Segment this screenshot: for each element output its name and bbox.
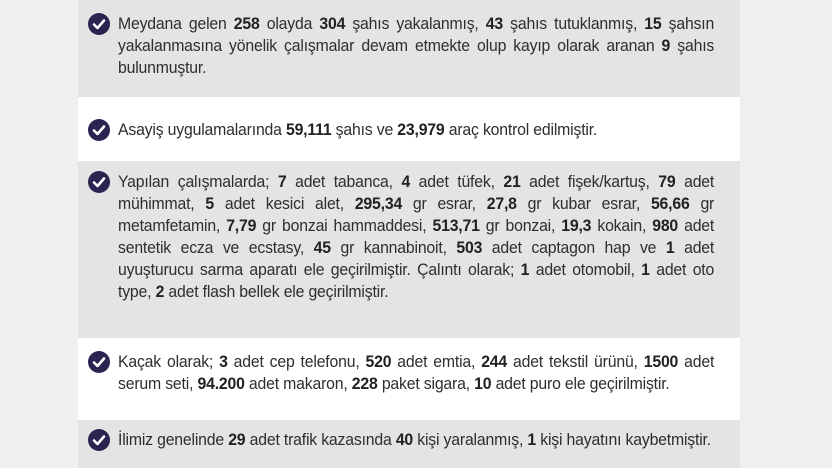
text-fragment: adet otomobil, bbox=[529, 260, 642, 279]
text-fragment: adet makaron, bbox=[244, 374, 352, 393]
report-item-text bbox=[118, 161, 714, 303]
count-value: 304 bbox=[319, 14, 346, 33]
text-fragment: adet uyuşturucu sarma aparatı ele geçirilmiştir. Çalıntı olarak; bbox=[118, 238, 715, 279]
count-value: 79 bbox=[658, 172, 676, 191]
count-value: 1500 bbox=[643, 352, 679, 371]
text-fragment: gr bonzai, bbox=[479, 216, 562, 235]
check-circle-icon bbox=[88, 429, 110, 451]
text-fragment: adet captagon hap ve bbox=[482, 238, 666, 257]
count-value: 27,8 bbox=[486, 194, 517, 213]
count-value: 43 bbox=[485, 14, 504, 33]
text-fragment: gr kubar esrar, bbox=[516, 194, 651, 213]
count-value: 295,34 bbox=[354, 194, 403, 213]
count-value: 40 bbox=[395, 430, 414, 449]
text-fragment: adet tabanca, bbox=[286, 172, 402, 191]
count-value: 15 bbox=[644, 14, 662, 33]
count-value: 4 bbox=[401, 172, 411, 191]
text-fragment: şahıs bulunmuştur. bbox=[118, 36, 715, 77]
count-value: 56,66 bbox=[650, 194, 690, 213]
count-value: 513,71 bbox=[432, 216, 480, 235]
text-fragment: adet flash bellek ele geçirilmiştir. bbox=[164, 282, 389, 301]
text-fragment: adet sentetik ecza ve ecstasy, bbox=[118, 216, 715, 257]
report-item-1 bbox=[78, 0, 740, 97]
count-value: 2 bbox=[155, 282, 165, 301]
text-fragment: gr esrar, bbox=[402, 194, 487, 213]
count-value: 5 bbox=[205, 194, 214, 213]
report-item-3 bbox=[78, 161, 740, 338]
count-value: 10 bbox=[474, 374, 492, 393]
text-fragment: olayda bbox=[259, 14, 320, 33]
count-value: 228 bbox=[351, 374, 378, 393]
count-value: 520 bbox=[365, 352, 392, 371]
count-value: 1 bbox=[665, 238, 675, 257]
check-circle-icon bbox=[88, 119, 110, 141]
check-circle-icon bbox=[88, 351, 110, 373]
report-item-text bbox=[118, 420, 714, 451]
text-fragment: kokain, bbox=[591, 216, 653, 235]
count-value: 7,79 bbox=[226, 216, 257, 235]
text-fragment: gr metamfetamin, bbox=[118, 194, 715, 235]
text-fragment: Meydana gelen bbox=[118, 14, 234, 33]
report-item-2 bbox=[78, 99, 740, 159]
text-fragment: Kaçak olarak; bbox=[118, 352, 220, 371]
text-fragment: gr bonzai hammaddesi, bbox=[256, 216, 433, 235]
report-item-4 bbox=[78, 340, 740, 418]
text-fragment: adet serum seti, bbox=[118, 352, 715, 393]
text-fragment: adet tekstil ürünü, bbox=[507, 352, 644, 371]
text-fragment: şahıs tutuklanmış, bbox=[503, 14, 645, 33]
text-fragment: gr kannabinoit, bbox=[330, 238, 457, 257]
count-value: 19,3 bbox=[561, 216, 592, 235]
text-fragment: şahıs ve bbox=[331, 120, 398, 139]
text-fragment: adet mühimmat, bbox=[118, 172, 715, 213]
count-value: 21 bbox=[503, 172, 521, 191]
text-fragment: adet cep telefonu, bbox=[227, 352, 366, 371]
count-value: 1 bbox=[520, 260, 530, 279]
check-circle-icon bbox=[88, 171, 110, 193]
text-fragment: paket sigara, bbox=[377, 374, 475, 393]
report-item-text bbox=[118, 0, 714, 79]
text-fragment: adet tüfek, bbox=[410, 172, 504, 191]
text-fragment: kişi hayatını kaybetmiştir. bbox=[536, 430, 711, 449]
text-fragment: şahsın yakalanmasına yönelik çalışmalar devam etmekte olup kayıp olarak aranan bbox=[118, 14, 715, 55]
report-page bbox=[78, 0, 740, 468]
count-value: 7 bbox=[277, 172, 287, 191]
count-value: 45 bbox=[313, 238, 331, 257]
count-value: 59,111 bbox=[285, 120, 332, 139]
count-value: 94.200 bbox=[197, 374, 245, 393]
report-item-text bbox=[118, 99, 714, 141]
count-value: 9 bbox=[661, 36, 671, 55]
count-value: 244 bbox=[481, 352, 508, 371]
count-value: 258 bbox=[233, 14, 260, 33]
count-value: 29 bbox=[228, 430, 246, 449]
report-item-text bbox=[118, 340, 714, 395]
count-value: 23,979 bbox=[397, 120, 445, 139]
count-value: 980 bbox=[652, 216, 679, 235]
count-value: 503 bbox=[456, 238, 483, 257]
text-fragment: Yapılan çalışmalarda; bbox=[118, 172, 278, 191]
text-fragment: adet puro ele geçirilmiştir. bbox=[491, 374, 670, 393]
text-fragment: adet trafik kazasında bbox=[245, 430, 396, 449]
text-fragment: adet kesici alet, bbox=[213, 194, 355, 213]
text-fragment: şahıs yakalanmış, bbox=[345, 14, 486, 33]
text-fragment: adet oto type, bbox=[118, 260, 715, 301]
text-fragment: adet fişek/kartuş, bbox=[520, 172, 659, 191]
count-value: 1 bbox=[527, 430, 537, 449]
text-fragment: kişi yaralanmış, bbox=[413, 430, 528, 449]
count-value: 3 bbox=[219, 352, 228, 371]
text-fragment: Asayiş uygulamalarında bbox=[118, 120, 286, 139]
check-circle-icon bbox=[88, 13, 110, 35]
count-value: 1 bbox=[641, 260, 650, 279]
report-item-5 bbox=[78, 420, 740, 468]
text-fragment: adet emtia, bbox=[391, 352, 482, 371]
text-fragment: araç kontrol edilmiştir. bbox=[444, 120, 598, 139]
text-fragment: İlimiz genelinde bbox=[118, 430, 229, 449]
